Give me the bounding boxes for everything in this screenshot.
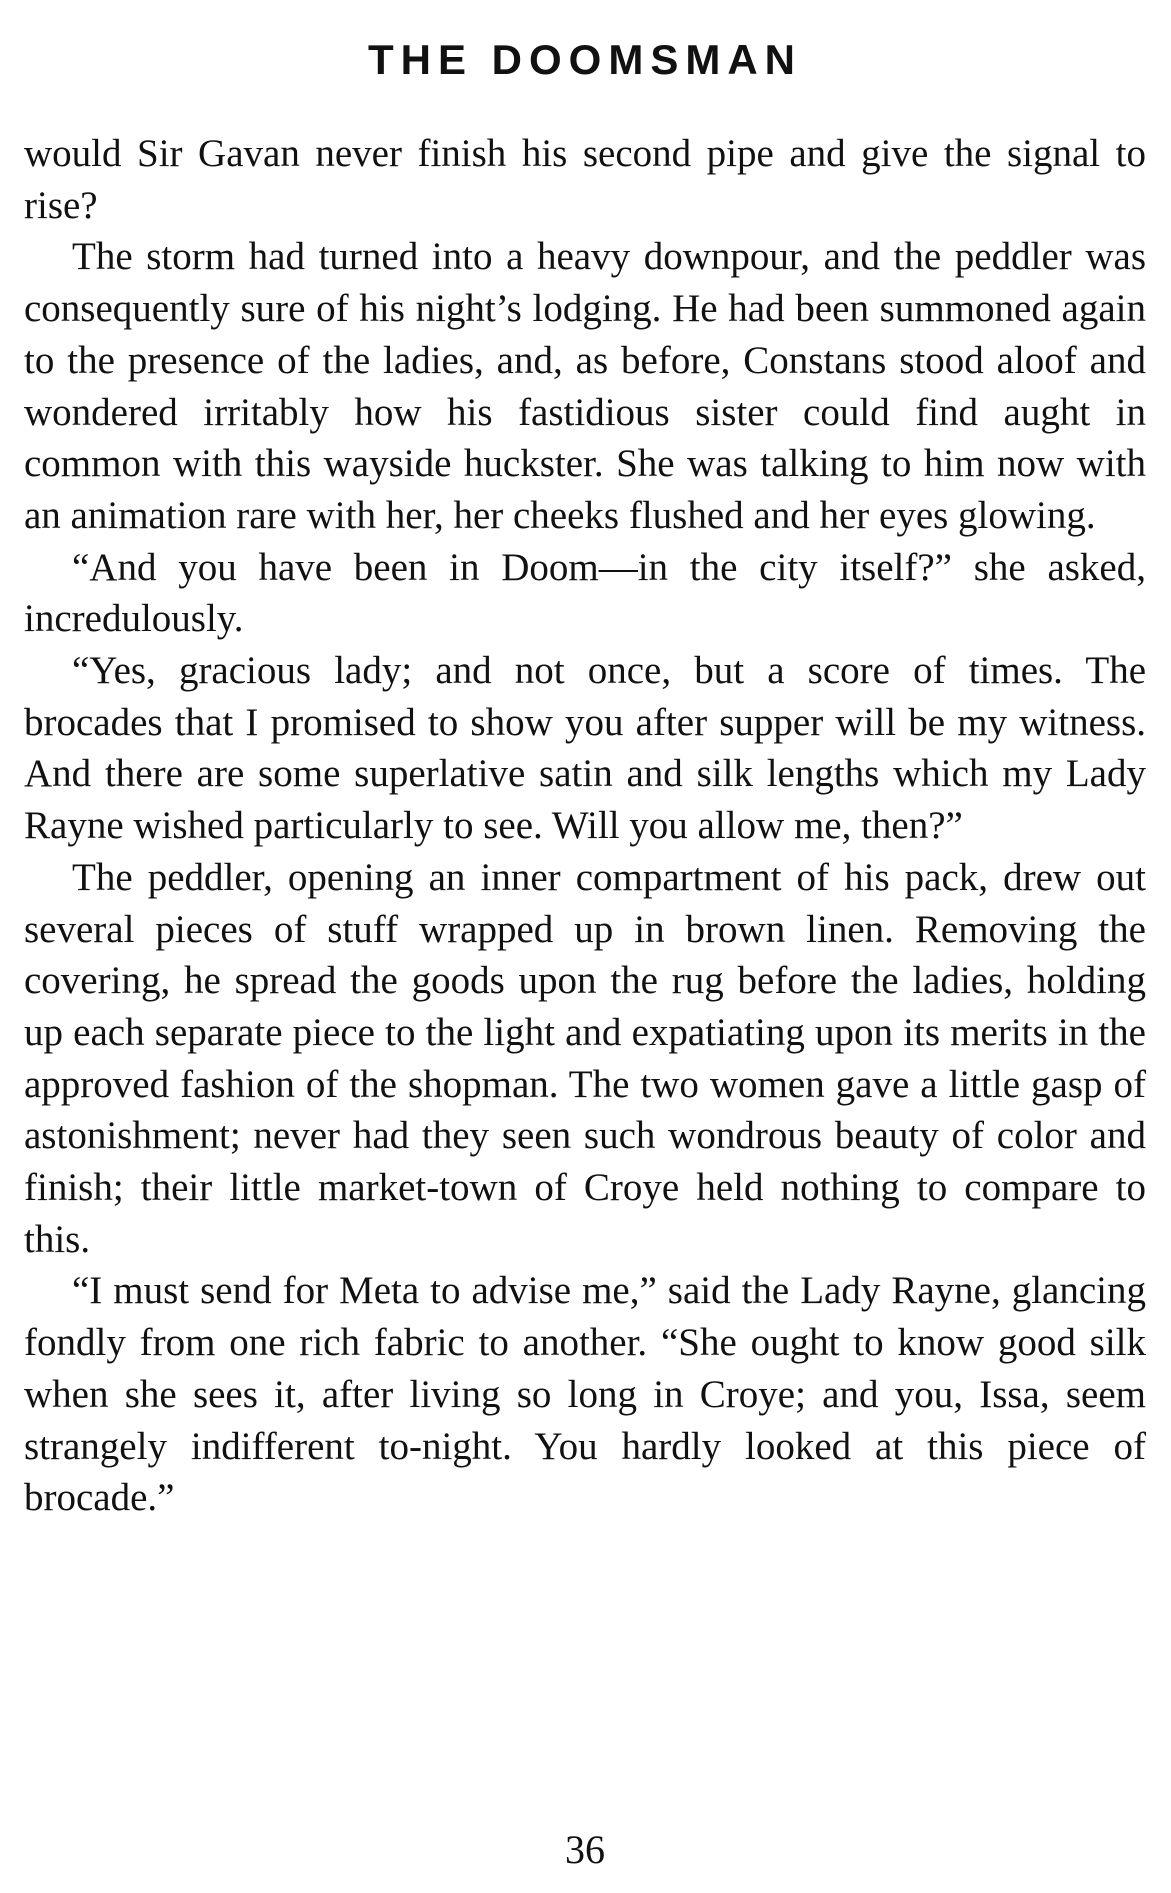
paragraph-brocades: The peddler, opening an inner compartment of his pack, drew out several pieces of stuff wrapped up in brown linen. Removing the covering, he spread the goods upon the rug before the ladies, holding up each separate piece to the light and expatiating upon its merits in the approved fashion of the shopman. The two women gave a little gasp of astonishment; never had they seen such wondrous beauty of color and finish; their little market-town of Croye held nothing to compare to this. — [24, 855, 1146, 1261]
running-head: THE DOOMSMAN — [368, 36, 802, 83]
body-text — [24, 128, 1146, 1524]
paragraph-lady-rayne: “I must send for Meta to advise me,” said the Lady Rayne, glancing fondly from one rich fabric to another. “She ought to know good silk when she sees it, after living so long in Croye; and you, Issa, seem strangely indifferent to-night. You hardly looked at this piece of brocade.” — [24, 1269, 1146, 1520]
paragraph-storm: The storm had turned into a heavy downpour, and the peddler was consequently sure of his night’s lodging. He had been summoned again to the presence of the ladies, and, as before, Constans stood aloof and wondered irritably how his fastidious sister could find aught in common with this wayside huckster. She was talking to him now with an animation rare with her, her cheeks flushed and her eyes glowing. — [24, 235, 1146, 537]
paragraph-doom-question: “And you have been in Doom—in the city itself?” she asked, incredulously. — [24, 545, 1146, 641]
book-page — [24, 0, 1146, 1893]
paragraph-continuation: would Sir Gavan never finish his second pipe and give the signal to rise? — [24, 132, 1146, 227]
paragraph-peddler-reply: “Yes, gracious lady; and not once, but a score of times. The brocades that I promised to show you after supper will be my witness. And there are some superlative satin and silk lengths which my Lady Rayne wished particularly to see. Will you allow me, then?” — [24, 649, 1146, 848]
page-number: 36 — [565, 1827, 605, 1872]
